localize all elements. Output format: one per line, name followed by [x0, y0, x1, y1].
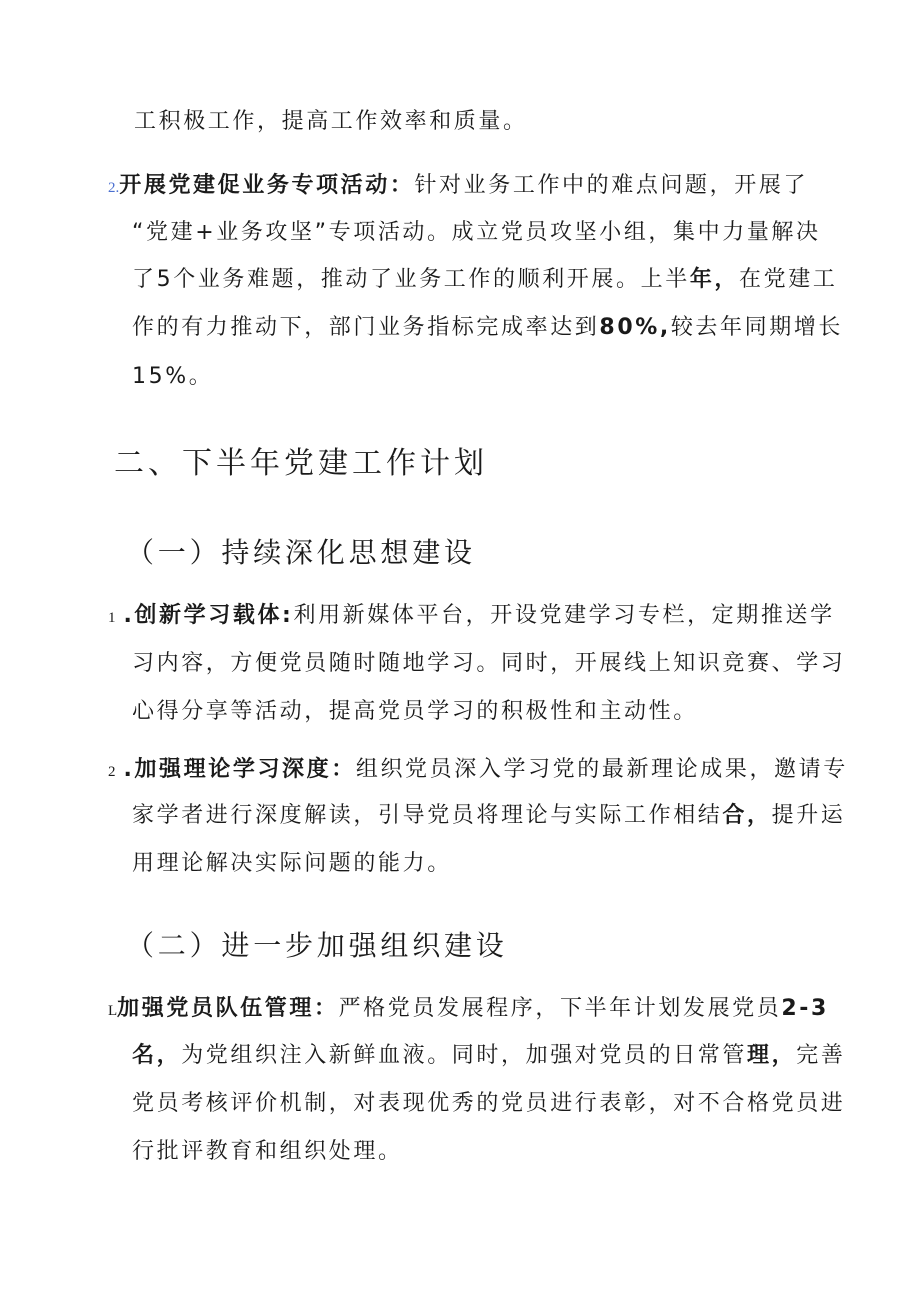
- list-item-marker-line: [108, 755, 848, 787]
- text: 用理论解决实际问题的能力。: [132, 851, 452, 876]
- text: 完善: [796, 1043, 846, 1068]
- paragraph-line: [132, 265, 837, 295]
- text: 心得分享等活动，提高党员学习的积极性和主动性。: [132, 699, 698, 724]
- text: 党员考核评价机制，对表现优秀的党员进行表彰，对不合格党员进: [132, 1091, 846, 1116]
- list-marker: 2: [108, 764, 116, 780]
- bold-text: 名，: [132, 1043, 182, 1068]
- text: 利用新媒体平台，开设党建学习专栏，定期推送学: [293, 603, 835, 628]
- item-title: 开展党建促业务专项活动：: [119, 173, 415, 198]
- text: 为党组织注入新鲜血液。同时，加强对党员的日常管: [181, 1043, 748, 1068]
- paragraph-line: [132, 218, 821, 248]
- item-title: .创新学习载体:: [123, 603, 294, 628]
- bold-text: 2-3: [781, 996, 829, 1021]
- text: 工积极工作，提高工作效率和质量。: [134, 109, 528, 134]
- paragraph-line: [132, 1041, 845, 1071]
- bold-text: 理，: [747, 1043, 797, 1068]
- text: 家学者进行深度解读，引导党员将理论与实际工作相结: [132, 803, 723, 828]
- text: 严格党员发展程序，下半年计划发展党员: [338, 996, 782, 1021]
- paragraph-line: [132, 849, 452, 879]
- paragraph-line: [132, 649, 845, 679]
- bold-text: 合，: [722, 803, 772, 828]
- paragraph-line: [132, 697, 698, 727]
- text: 行批评教育和组织处理。: [132, 1139, 403, 1164]
- paragraph-line: [132, 1089, 845, 1119]
- text: “党建+业务攻坚”专项活动。成立党员攻坚小组，集中力量解决: [132, 220, 821, 245]
- list-item-marker-line: [108, 171, 808, 203]
- paragraph-line: [134, 107, 528, 137]
- text: 作的有力推动下，部门业务指标完成率达到: [132, 315, 600, 340]
- subsection-heading: （一）持续深化思想建设: [126, 536, 476, 569]
- list-item-marker-line: [108, 994, 829, 1026]
- section-heading: 二、下半年党建工作计划: [114, 446, 488, 481]
- text: 15%。: [132, 364, 214, 389]
- paragraph-line: [132, 362, 213, 392]
- paragraph-line: [132, 313, 843, 343]
- item-title: 加强党员队伍管理：: [117, 996, 339, 1021]
- text: 习内容，方便党员随时随地学习。同时，开展线上知识竞赛、学习: [132, 651, 846, 676]
- item-title: .加强理论学习深度：: [123, 757, 356, 782]
- list-item-marker-line: [108, 601, 835, 633]
- text: 较去年同期增长: [670, 315, 844, 340]
- list-marker: 2.: [108, 180, 120, 196]
- text: 针对业务工作中的难点问题，开展了: [414, 173, 809, 198]
- text: 在党建工: [739, 267, 838, 292]
- paragraph-line: [132, 801, 845, 831]
- bold-text: 年，: [689, 267, 740, 292]
- text: 提升运: [771, 803, 846, 828]
- text: 了5个业务难题，推动了业务工作的顺利开展。上半: [132, 267, 690, 292]
- subsection-heading: （二）进一步加强组织建设: [126, 929, 508, 962]
- list-marker: L: [108, 1003, 118, 1019]
- paragraph-line: [132, 1137, 403, 1167]
- list-marker: 1: [108, 610, 116, 626]
- text: 组织党员深入学习党的最新理论成果，邀请专: [355, 757, 848, 782]
- bold-text: 80%,: [599, 315, 671, 340]
